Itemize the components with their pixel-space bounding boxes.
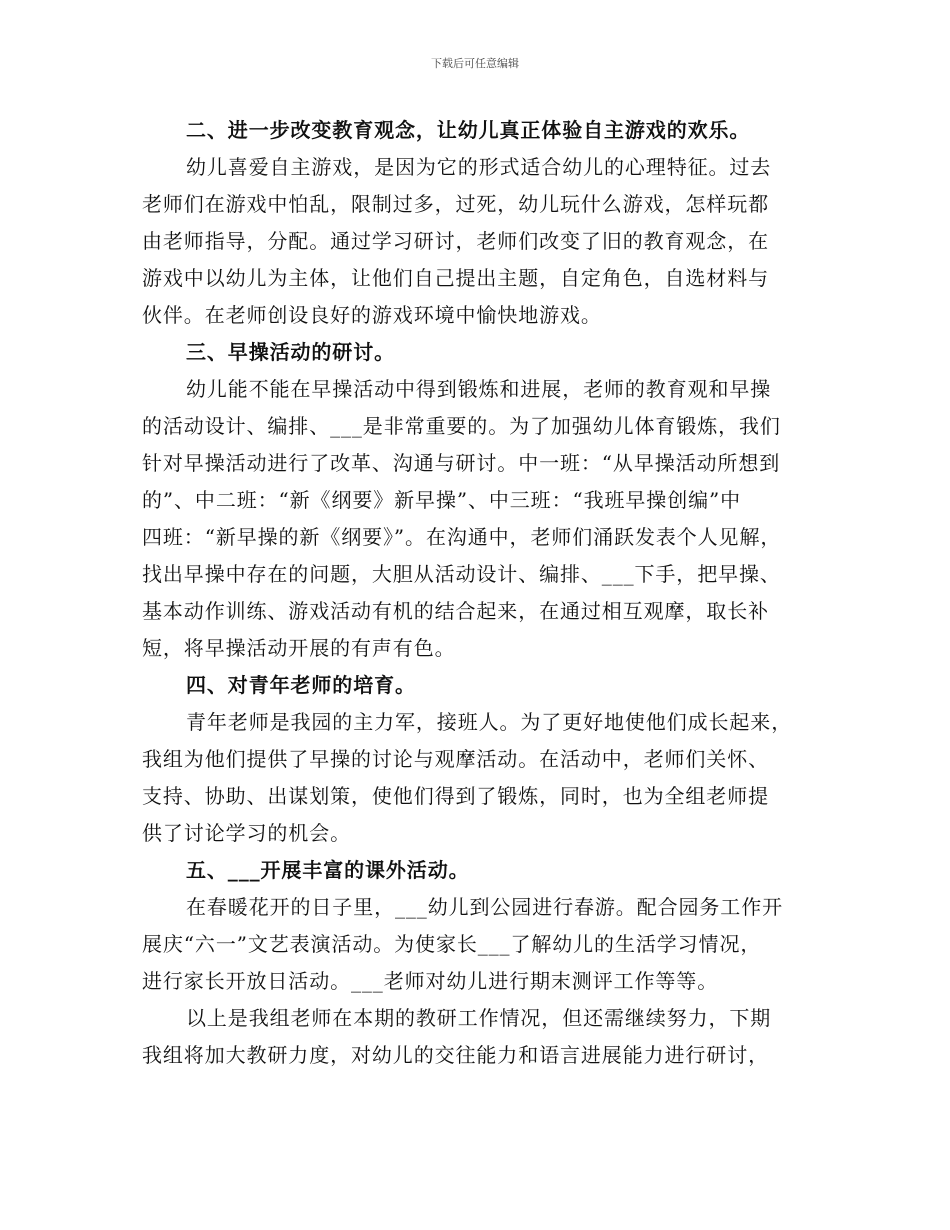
paragraph-line: 游戏中以幼儿为主体，让他们自己提出主题，自定角色，自选材料与 (142, 266, 769, 290)
paragraph-line: 展庆“六一”文艺表演活动。为使家长___了解幼儿的生活学习情况， (142, 932, 762, 956)
paragraph-line: 基本动作训练、游戏活动有机的结合起来，在通过相互观摩，取长补 (142, 599, 769, 623)
section-heading-4: 四、对青年老师的培育。 (186, 673, 416, 697)
paragraph-line: 支持、协助、出谋划策，使他们得到了锻炼，同时，也为全组老师提 (142, 784, 769, 808)
section-heading-2: 二、进一步改变教育观念，让幼儿真正体验自主游戏的欢乐。 (186, 118, 751, 142)
paragraph-line: 由老师指导，分配。通过学习研讨，老师们改变了旧的教育观念，在 (142, 229, 769, 253)
page-header-note: 下载后可任意编辑 (431, 57, 519, 70)
paragraph-line: 幼儿喜爱自主游戏，是因为它的形式适合幼儿的心理特征。过去 (186, 155, 772, 179)
paragraph-line: 以上是我组老师在本期的教研工作情况，但还需继续努力，下期 (186, 1006, 772, 1030)
paragraph-line: 我组将加大教研力度，对幼儿的交往能力和语言进展能力进行研讨， (142, 1043, 769, 1067)
section-heading-5: 五、___开展丰富的课外活动。 (186, 858, 470, 882)
paragraph-line: 幼儿能不能在早操活动中得到锻炼和进展，老师的教育观和早操 (186, 377, 772, 401)
paragraph-line: 针对早操活动进行了改革、沟通与研讨。中一班：“从早操活动所想到 (142, 451, 781, 475)
paragraph-line: 四班：“新早操的新《纲要》”。在沟通中，老师们涌跃发表个人见解， (142, 525, 782, 549)
paragraph-line: 的活动设计、编排、___是非常重要的。为了加强幼儿体育锻炼，我们 (142, 414, 781, 438)
document-body (142, 112, 822, 1074)
paragraph-line: 伙伴。在老师创设良好的游戏环境中愉快地游戏。 (142, 303, 602, 327)
section-heading-3: 三、早操活动的研讨。 (186, 340, 395, 364)
paragraph-line: 我组为他们提供了早操的讨论与观摩活动。在活动中，老师们关怀、 (142, 747, 769, 771)
paragraph-line: 进行家长开放日活动。___老师对幼儿进行期末测评工作等等。 (142, 969, 719, 993)
paragraph-line: 找出早操中存在的问题，大胆从活动设计、编排、___下手，把早操、 (142, 562, 781, 586)
paragraph-line: 的”、中二班：“新《纲要》新早操”、中三班：“我班早操创编”中 (142, 488, 742, 512)
paragraph-line: 短，将早操活动开展的有声有色。 (142, 636, 456, 660)
paragraph-line: 供了讨论学习的机会。 (142, 821, 351, 845)
paragraph-line: 青年老师是我园的主力军，接班人。为了更好地使他们成长起来， (186, 710, 793, 734)
paragraph-line: 老师们在游戏中怕乱，限制过多，过死，幼儿玩什么游戏，怎样玩都 (142, 192, 769, 216)
paragraph-line: 在春暖花开的日子里，___幼儿到公园进行春游。配合园务工作开 (186, 895, 783, 919)
